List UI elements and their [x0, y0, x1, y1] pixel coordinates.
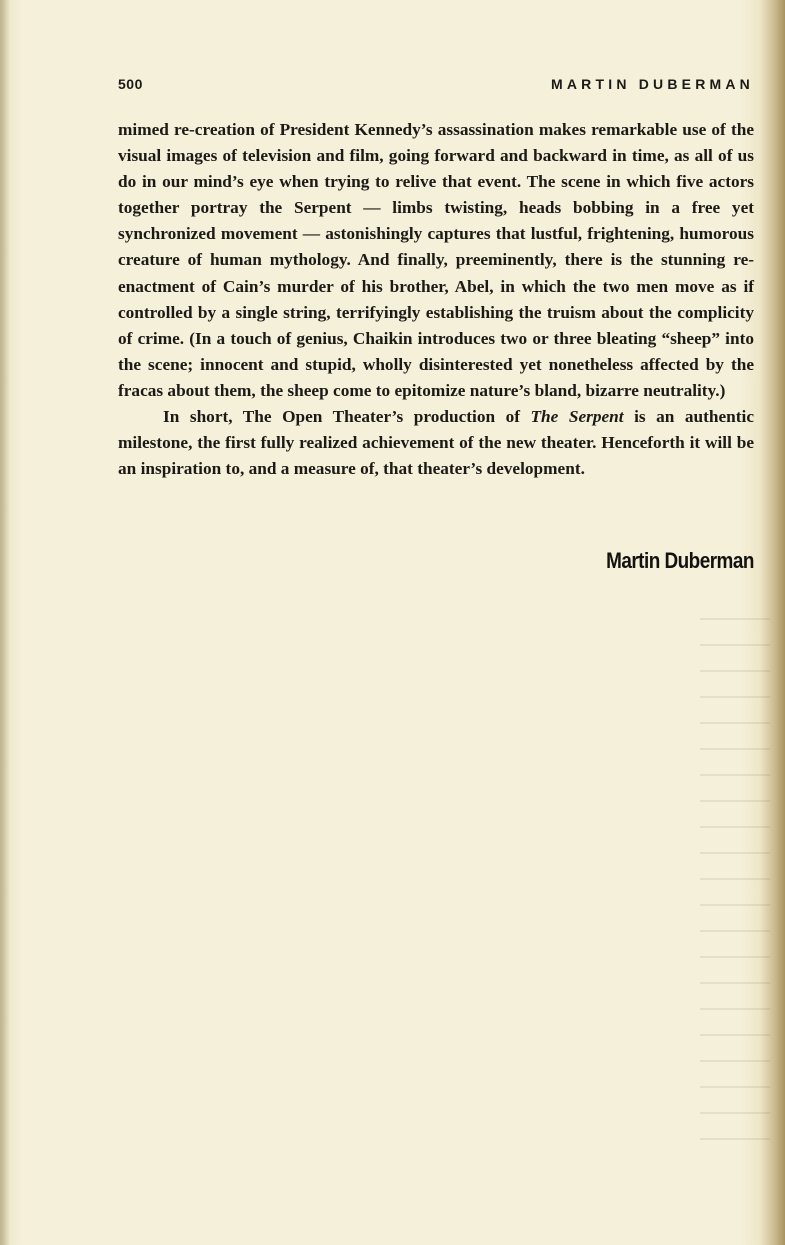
paragraph-text: In short, The Open Theater’s production of [163, 407, 531, 427]
page-number: 500 [118, 76, 143, 92]
running-title: MARTIN DUBERMAN [551, 76, 754, 92]
article-body [118, 117, 754, 482]
author-signature: Martin Duberman [606, 548, 754, 573]
play-title: The Serpent [530, 407, 624, 427]
spine-shadow [0, 0, 10, 1245]
paragraph: mimed re-creation of President Kennedy’s assassination makes remarkable use of the visual images of television and film, going forward and backward in time, as all of us do in our mind’s eye when trying to relive that event. The scene in which five actors together portray the Serpent — limbs twisting, heads bobbing in a free yet synchronized movement — astonishingly captures that lustful, frightening, humorous creature of human mythology. And finally, preeminently, there is the stunning re-enactment of Cain’s murder of his brother, Abel, in which the two men move as if controlled by a single string, terrifyingly establishing the truism about the complicity of crime. (In a touch of genius, Chaikin introduces two or three bleating “sheep” into the scene; innocent and stupid, wholly disinterested yet nonetheless affected by the fracas about them, the sheep come to epitomize nature’s bland, bizarre neutrality.) [118, 120, 754, 400]
paragraph-text: is an authentic milestone, the first fully realized achievement of the new theater. Henceforth it will be an inspiration to, and a measure of, that theater’s development. [118, 407, 754, 479]
running-head [118, 76, 754, 98]
show-through-texture [700, 600, 770, 1160]
paragraph [118, 404, 754, 482]
